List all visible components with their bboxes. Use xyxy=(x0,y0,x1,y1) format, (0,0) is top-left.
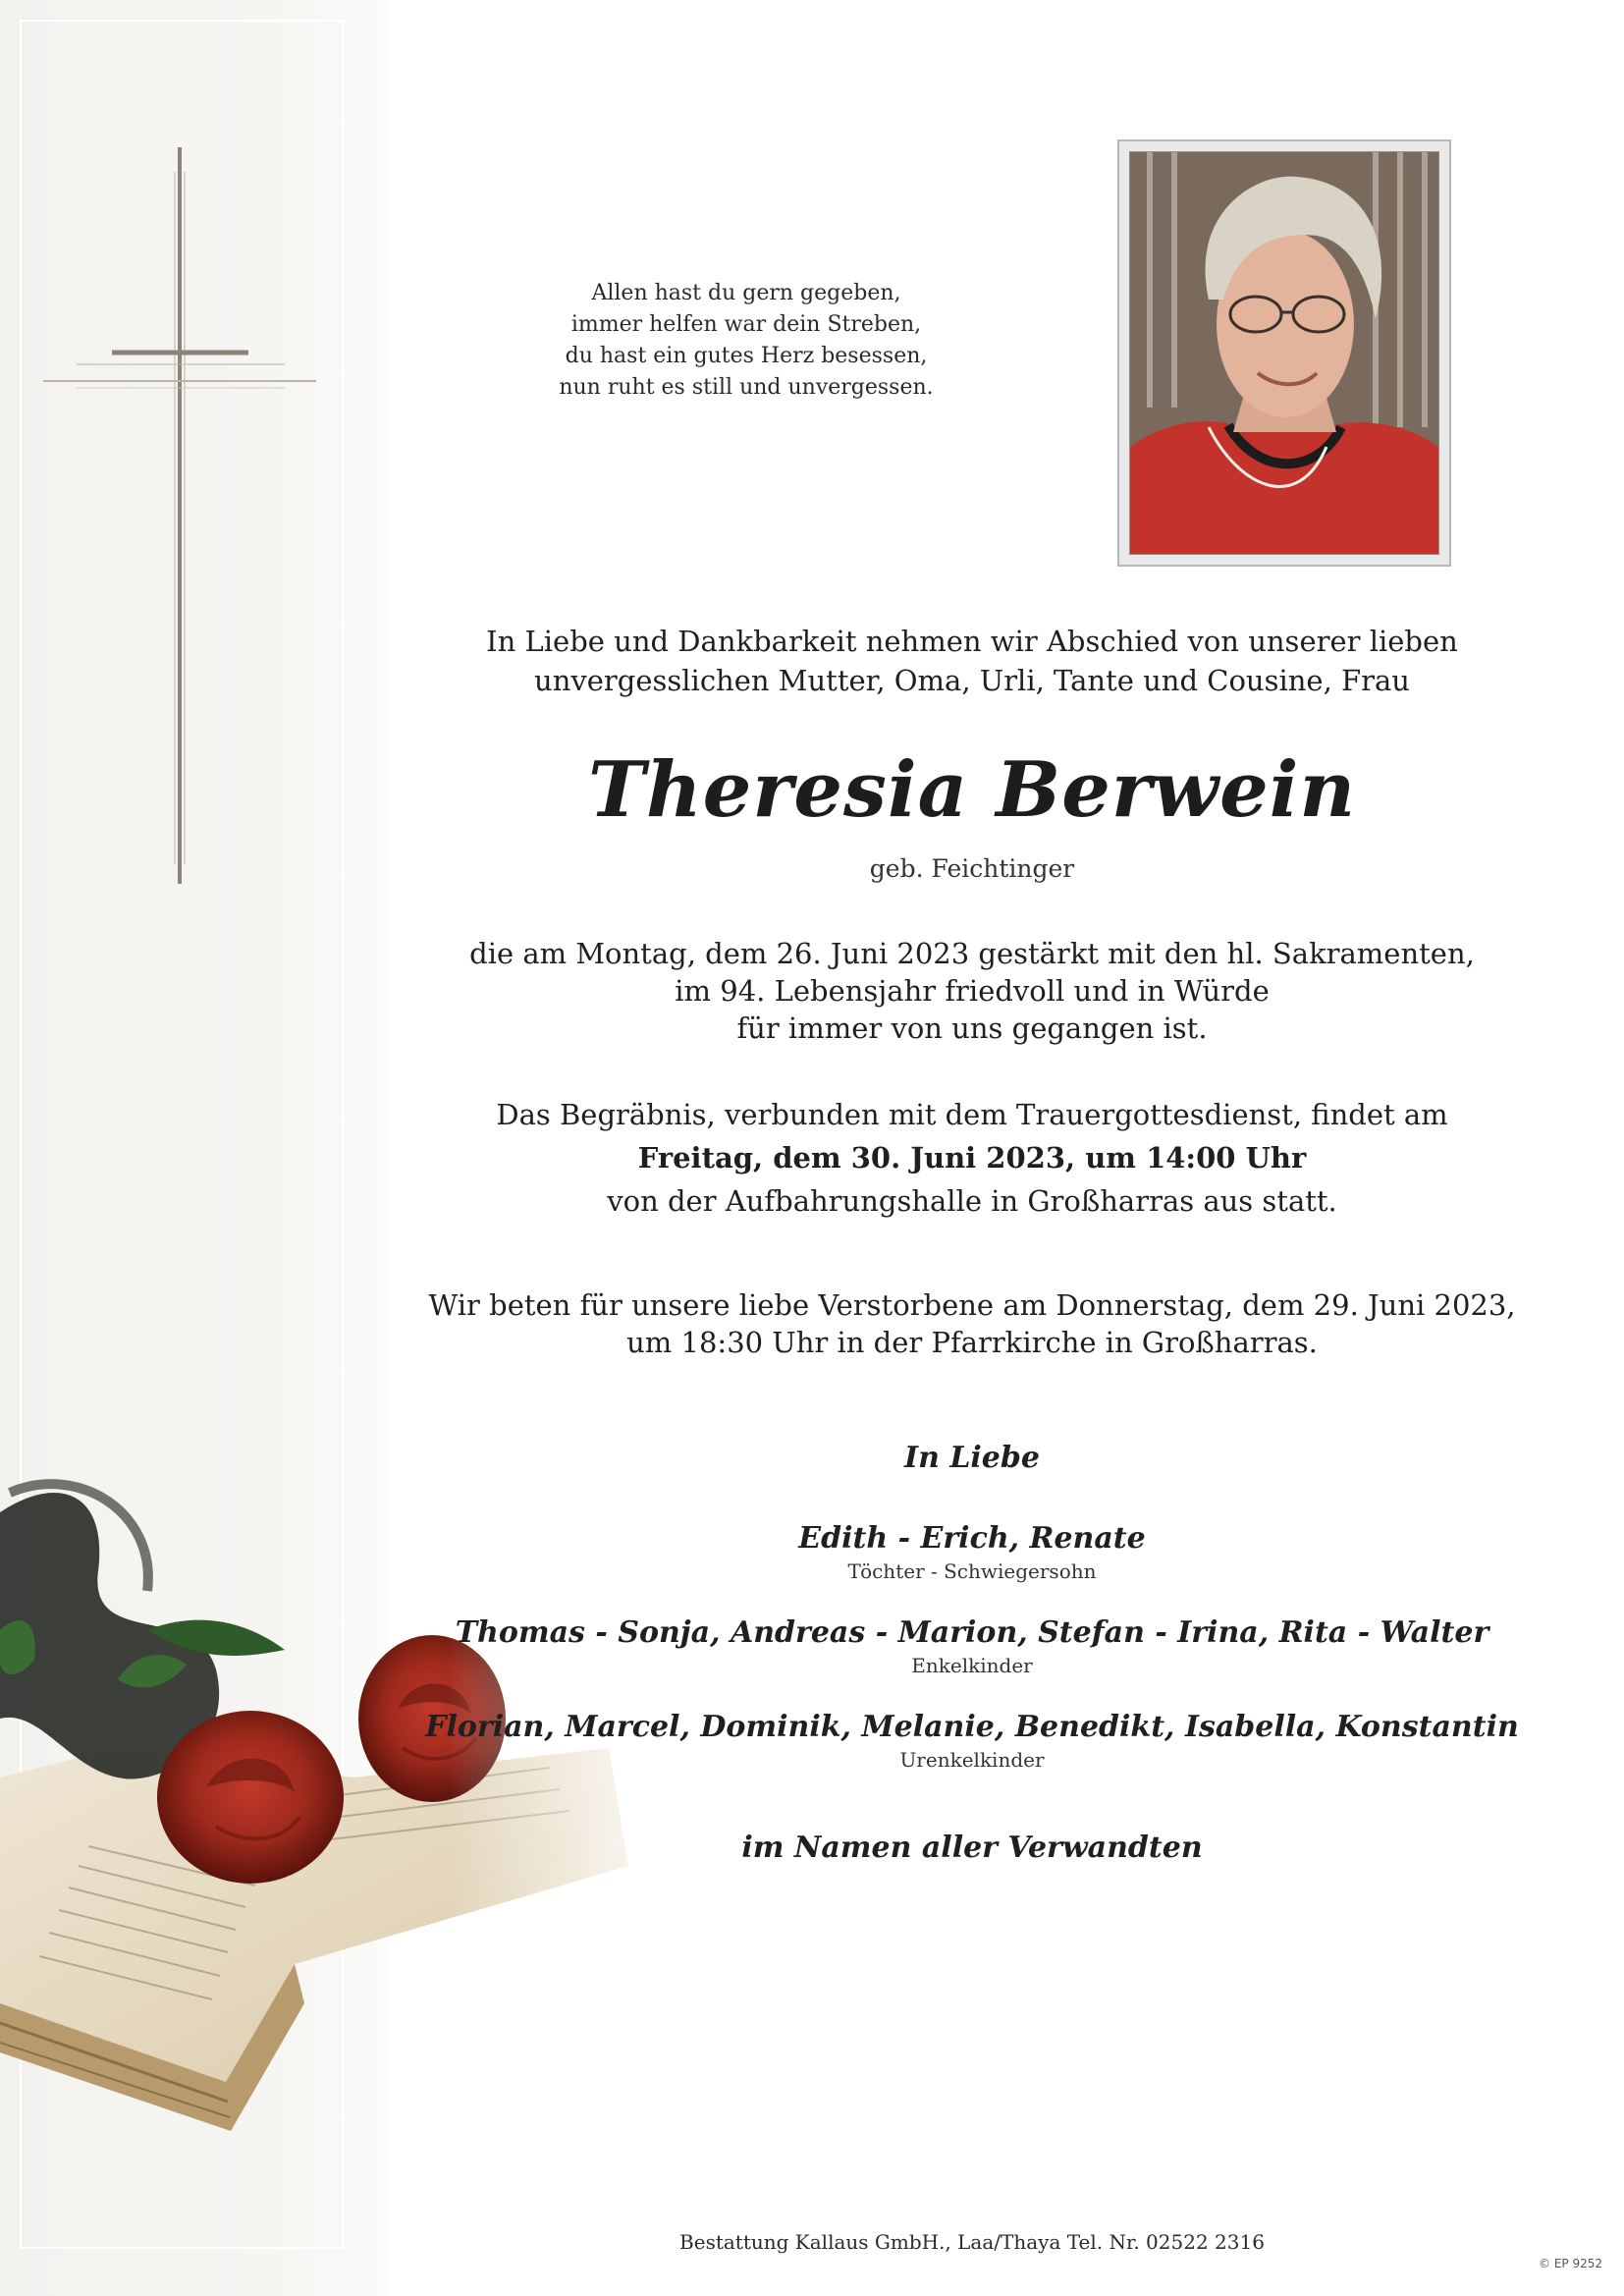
family-names: Florian, Marcel, Dominik, Melanie, Benedikt, Isabella, Konstantin xyxy=(425,1710,1519,1744)
funeral-home-footer: Bestattung Kallaus GmbH., Laa/Thaya Tel. Nr. 02522 2316 xyxy=(679,2230,1265,2254)
funeral-date: Freitag, dem 30. Juni 2023, um 14:00 Uhr xyxy=(637,1141,1307,1175)
closing-line: im Namen aller Verwandten xyxy=(741,1831,1203,1865)
family-role: Töchter - Schwiegersohn xyxy=(847,1559,1097,1583)
funeral-location: von der Aufbahrungshalle in Großharras aus statt. xyxy=(607,1184,1337,1218)
portrait-frame xyxy=(1117,139,1451,567)
family-group-great-grandchildren xyxy=(393,1708,1551,1773)
maiden-name: geb. Feichtinger xyxy=(869,854,1075,883)
poem-line: immer helfen war dein Streben, xyxy=(570,312,922,337)
poem-line: du hast ein gutes Herz besessen, xyxy=(565,344,928,368)
funeral-info xyxy=(393,1093,1551,1223)
cross-icon xyxy=(0,0,393,903)
intro-line: In Liebe und Dankbarkeit nehmen wir Abschied von unserer lieben xyxy=(486,625,1458,658)
death-line: für immer von uns gegangen ist. xyxy=(736,1011,1208,1045)
family-names: Edith - Erich, Renate xyxy=(798,1521,1146,1556)
intro-text xyxy=(393,622,1551,700)
prayer-line: Wir beten für unsere liebe Verstorbene am Donnerstag, dem 29. Juni 2023, xyxy=(428,1288,1516,1322)
death-line: im 94. Lebensjahr friedvoll und in Würde xyxy=(675,974,1270,1008)
family-role: Urenkelkinder xyxy=(899,1748,1045,1772)
funeral-line: Das Begräbnis, verbunden mit dem Trauergottesdienst, findet am xyxy=(496,1098,1448,1131)
deceased-name: Theresia Berwein xyxy=(587,745,1357,835)
family-names: Thomas - Sonja, Andreas - Marion, Stefan - Irina, Rita - Walter xyxy=(455,1615,1489,1650)
poem-line: nun ruht es still und unvergessen. xyxy=(559,375,934,400)
poem xyxy=(471,278,1021,404)
family-group-grandchildren xyxy=(393,1613,1551,1678)
family-role: Enkelkinder xyxy=(911,1654,1033,1677)
death-line: die am Montag, dem 26. Juni 2023 gestärkt mit den hl. Sakramenten, xyxy=(469,937,1475,970)
death-notice xyxy=(393,935,1551,1047)
prayer-info xyxy=(393,1286,1551,1361)
family-group-daughters xyxy=(393,1519,1551,1584)
portrait-photo xyxy=(1129,151,1439,555)
prayer-line: um 18:30 Uhr in der Pfarrkirche in Großharras. xyxy=(626,1326,1318,1359)
poem-line: Allen hast du gern gegeben, xyxy=(591,281,901,305)
in-love-heading: In Liebe xyxy=(904,1441,1040,1475)
intro-line: unvergesslichen Mutter, Oma, Urli, Tante und Cousine, Frau xyxy=(534,664,1410,697)
product-code: © EP 9252 xyxy=(1539,2257,1602,2270)
